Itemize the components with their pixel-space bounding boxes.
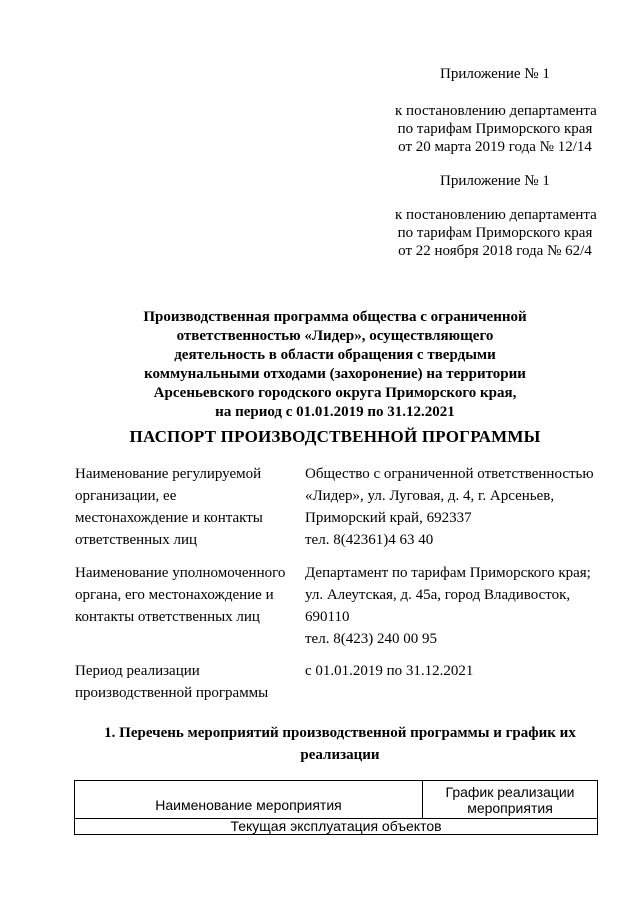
passport-title: ПАСПОРТ ПРОИЗВОДСТВЕННОЙ ПРОГРАММЫ	[129, 427, 541, 446]
appendix-1-title: Приложение № 1	[440, 66, 550, 82]
label-line: Наименование уполномоченного	[75, 565, 286, 581]
label-line: контакты ответственных лиц	[75, 609, 260, 625]
table-header-schedule	[423, 781, 597, 818]
heading-line: Арсеньевского городского округа Приморского края,	[153, 385, 517, 401]
passport-row-label	[75, 660, 297, 704]
label-line: Период реализации	[75, 663, 200, 679]
value-line: «Лидер», ул. Луговая, д. 4, г. Арсеньев,	[305, 488, 555, 504]
table-header-row	[75, 781, 597, 819]
label-line: Наименование регулируемой	[75, 466, 262, 482]
heading-line: Производственная программа общества с ограниченной	[143, 309, 527, 325]
passport-row-value	[305, 660, 625, 682]
value-line: с 01.01.2019 по 31.12.2021	[305, 663, 474, 679]
passport-row-label	[75, 562, 297, 628]
value-line: Общество с ограниченной ответственностью	[305, 466, 594, 482]
header-line: График реализации	[445, 783, 575, 800]
program-heading	[100, 308, 570, 422]
label-line: организации, ее	[75, 488, 177, 504]
section-title-line: реализации	[300, 747, 380, 763]
label-line: ответственных лиц	[75, 532, 198, 548]
table-header-activity: Наименование мероприятия	[75, 781, 423, 818]
heading-line: коммунальными отходами (захоронение) на территории	[144, 366, 526, 382]
heading-line: ответственностью «Лидер», осуществляющего	[176, 328, 494, 344]
activities-table	[74, 780, 598, 835]
value-line: Приморский край, 692337	[305, 510, 472, 526]
appendix-1-reference	[395, 102, 595, 156]
appendix-2-reference	[395, 206, 595, 260]
appendix-1-line: к постановлению департамента	[395, 103, 597, 119]
section-1-title	[80, 722, 600, 766]
heading-line: деятельность в области обращения с твердыми	[174, 347, 496, 363]
label-line: производственной программы	[75, 685, 269, 701]
passport-row-label	[75, 463, 297, 551]
appendix-2-title: Приложение № 1	[440, 173, 550, 189]
appendix-2-line: от 22 ноября 2018 года № 62/4	[398, 243, 592, 259]
passport-row-value	[305, 463, 625, 551]
appendix-1-line: от 20 марта 2019 года № 12/14	[398, 139, 592, 155]
label-line: органа, его местонахождение и	[75, 587, 274, 603]
heading-line: на период с 01.01.2019 по 31.12.2021	[215, 404, 455, 420]
value-line: тел. 8(423) 240 00 95	[305, 631, 437, 647]
table-subheader-row: Текущая эксплуатация объектов	[230, 818, 442, 834]
passport-row-value	[305, 562, 625, 650]
label-line: местонахождение и контакты	[75, 510, 263, 526]
value-line: ул. Алеутская, д. 45а, город Владивосток,	[305, 587, 571, 603]
value-line: Департамент по тарифам Приморского края;	[305, 565, 591, 581]
header-line: мероприятия	[467, 799, 553, 816]
value-line: тел. 8(42361)4 63 40	[305, 532, 434, 548]
appendix-2-line: по тарифам Приморского края	[397, 225, 593, 241]
appendix-2-line: к постановлению департамента	[395, 207, 597, 223]
section-title-line: 1. Перечень мероприятий производственной программы и график их	[104, 725, 576, 741]
value-line: 690110	[305, 609, 350, 625]
appendix-1-line: по тарифам Приморского края	[397, 121, 593, 137]
